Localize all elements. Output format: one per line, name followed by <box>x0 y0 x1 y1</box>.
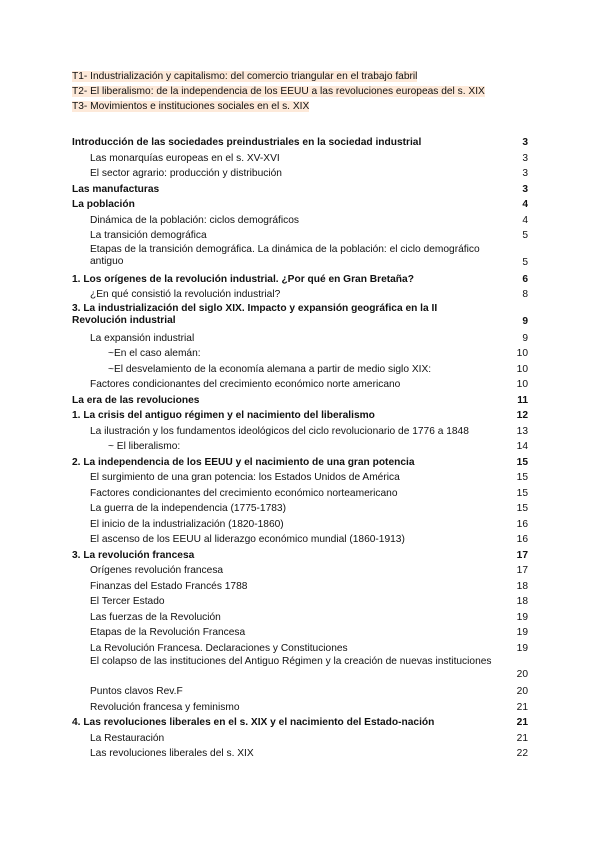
toc-entry[interactable] <box>72 408 528 424</box>
toc-entry-title: 4. Las revoluciones liberales en el s. XIX y el nacimiento del Estado-nación <box>72 717 435 728</box>
toc-entry-page: 20 <box>516 669 528 680</box>
toc-entry[interactable] <box>72 470 528 486</box>
table-of-contents <box>72 135 528 762</box>
toc-entry-title: Finanzas del Estado Francés 1788 <box>90 580 248 592</box>
toc-entry-title: Orígenes revolución francesa <box>90 565 224 576</box>
toc-entry-title: 1. Los orígenes de la revolución industrial. ¿Por qué en Gran Bretaña? <box>72 273 414 285</box>
toc-entry[interactable] <box>72 517 528 533</box>
toc-entry-title: La población <box>72 199 135 210</box>
toc-entry-page: 10 <box>516 379 528 390</box>
toc-entry[interactable] <box>72 715 528 731</box>
toc-entry-page: 17 <box>516 549 528 561</box>
toc-entry-page: 3 <box>522 137 528 148</box>
toc-entry[interactable] <box>72 377 528 393</box>
toc-entry-page: 3 <box>522 152 528 164</box>
toc-entry-title: Introducción de las sociedades preindustriales en la sociedad industrial <box>72 137 422 148</box>
toc-entry-title: La Restauración <box>90 732 165 744</box>
toc-entry[interactable] <box>72 213 528 229</box>
toc-entry[interactable] <box>72 166 528 182</box>
toc-entry[interactable] <box>72 610 528 626</box>
toc-entry-page: 22 <box>516 748 528 759</box>
toc-entry-page: 4 <box>522 199 528 210</box>
toc-entry-title: El inicio de la industrialización (1820-1860) <box>90 518 284 530</box>
toc-entry-page: 10 <box>516 363 528 375</box>
toc-entry-page: 21 <box>516 732 528 744</box>
toc-entry[interactable] <box>72 331 528 347</box>
toc-entry-title: Factores condicionantes del crecimiento económico norte americano <box>90 379 401 390</box>
toc-entry-page: 9 <box>522 315 528 327</box>
toc-entry-title: Factores condicionantes del crecimiento económico norteamericano <box>90 487 398 499</box>
toc-entry-page: 13 <box>516 425 528 437</box>
toc-entry-title: Etapas de la Revolución Francesa <box>90 627 246 638</box>
toc-entry-page: 21 <box>516 717 528 728</box>
toc-entry[interactable] <box>72 746 528 762</box>
toc-entry-page: 5 <box>522 256 528 268</box>
toc-entry[interactable] <box>72 303 528 331</box>
toc-entry[interactable] <box>72 182 528 198</box>
toc-entry-page: 15 <box>516 503 528 514</box>
toc-entry[interactable] <box>72 244 528 272</box>
toc-entry-page: 20 <box>516 686 528 697</box>
toc-entry-title: Revolución francesa y feminismo <box>90 701 240 713</box>
toc-entry-title: ~ El liberalismo: <box>108 441 181 452</box>
toc-entry-page: 14 <box>516 441 528 452</box>
topic-1: T1- Industrialización y capitalismo: del comercio triangular en el trabajo fabril <box>72 71 418 82</box>
toc-entry-title: 2. La independencia de los EEUU y el nacimiento de una gran potencia <box>72 456 415 468</box>
toc-entry-page: 18 <box>516 580 528 592</box>
toc-entry-title: ~En el caso alemán: <box>108 348 201 359</box>
toc-entry-title: Las monarquías europeas en el s. XV-XVI <box>90 152 280 164</box>
toc-entry-title: ~El desvelamiento de la economía alemana a partir de medio siglo XIX: <box>108 363 432 375</box>
toc-entry[interactable] <box>72 731 528 747</box>
toc-entry-page: 3 <box>522 183 528 195</box>
toc-entry[interactable] <box>72 424 528 440</box>
toc-entry-page: 3 <box>522 168 528 179</box>
toc-entry[interactable] <box>72 548 528 564</box>
toc-entry-page: 17 <box>516 565 528 576</box>
toc-entry-title: Etapas de la transición demográfica. La dinámica de la población: el ciclo demográfico antiguo <box>90 243 480 267</box>
toc-entry-title: La guerra de la independencia (1775-1783) <box>90 503 286 514</box>
toc-entry-title: Las manufacturas <box>72 183 160 195</box>
toc-entry-title: El colapso de las instituciones del Antiguo Régimen y la creación de nuevas instituciones <box>90 656 492 667</box>
toc-entry[interactable] <box>72 228 528 244</box>
toc-entry[interactable] <box>72 272 528 288</box>
toc-entry-title: La expansión industrial <box>90 332 195 344</box>
toc-entry[interactable] <box>72 579 528 595</box>
toc-entry-title: El surgimiento de una gran potencia: los Estados Unidos de América <box>90 472 400 483</box>
toc-entry-title: La era de las revoluciones <box>72 394 200 406</box>
toc-entry[interactable] <box>72 625 528 641</box>
toc-entry-page: 16 <box>516 518 528 530</box>
topic-list <box>72 69 532 114</box>
toc-entry-page: 16 <box>516 534 528 545</box>
toc-entry-page: 9 <box>522 332 528 344</box>
toc-entry-title: 3. La revolución francesa <box>72 549 195 561</box>
toc-entry-page: 18 <box>516 596 528 607</box>
topic-3: T3- Movimientos e instituciones sociales en el s. XIX <box>72 101 310 112</box>
toc-entry-page: 8 <box>522 289 528 300</box>
toc-entry-title: El sector agrario: producción y distribución <box>90 168 282 179</box>
toc-entry-title: ¿En qué consistió la revolución industrial? <box>90 289 281 300</box>
toc-entry-title: 1. La crisis del antiguo régimen y el nacimiento del liberalismo <box>72 410 375 421</box>
toc-entry-title: Las fuerzas de la Revolución <box>90 611 221 623</box>
toc-entry-page: 19 <box>516 627 528 638</box>
toc-entry[interactable] <box>72 501 528 517</box>
toc-entry-page: 12 <box>516 410 528 421</box>
toc-entry[interactable] <box>72 151 528 167</box>
topic-2: T2- El liberalismo: de la independencia de los EEUU a las revoluciones europeas del s. XIX <box>72 86 485 97</box>
toc-entry-page: 15 <box>516 487 528 499</box>
toc-entry-title: La transición demográfica <box>90 230 207 241</box>
toc-entry[interactable] <box>72 287 528 303</box>
toc-entry-page: 6 <box>522 273 528 285</box>
toc-entry-title: Las revoluciones liberales del s. XIX <box>90 748 254 759</box>
toc-entry-title: 3. La industrialización del siglo XIX. Impacto y expansión geográfica en la II Revolución industrial <box>72 302 438 326</box>
toc-entry-title: El Tercer Estado <box>90 596 165 607</box>
toc-entry-page: 19 <box>516 611 528 623</box>
toc-entry[interactable] <box>72 346 528 362</box>
toc-entry[interactable] <box>72 684 528 700</box>
toc-entry-page: 15 <box>516 472 528 483</box>
toc-entry-title: La Revolución Francesa. Declaraciones y Constituciones <box>90 642 348 654</box>
toc-entry-title: Dinámica de la población: ciclos demográficos <box>90 214 299 226</box>
toc-entry[interactable] <box>72 641 528 657</box>
toc-entry[interactable] <box>72 197 528 213</box>
toc-entry[interactable] <box>72 532 528 548</box>
toc-entry-title: Puntos clavos Rev.F <box>90 686 183 697</box>
toc-entry[interactable] <box>72 135 528 151</box>
toc-entry-page: 4 <box>522 214 528 226</box>
toc-entry[interactable] <box>72 563 528 579</box>
toc-entry[interactable] <box>72 439 528 455</box>
toc-entry[interactable] <box>72 656 528 684</box>
toc-entry-page: 10 <box>516 348 528 359</box>
toc-entry[interactable] <box>72 362 528 378</box>
toc-entry-title: La ilustración y los fundamentos ideológicos del ciclo revolucionario de 1776 a 1848 <box>90 425 469 437</box>
toc-entry[interactable] <box>72 486 528 502</box>
toc-entry[interactable] <box>72 455 528 471</box>
toc-entry-page: 21 <box>516 701 528 713</box>
toc-entry-page: 11 <box>517 394 528 406</box>
toc-entry-page: 15 <box>516 456 528 468</box>
toc-entry-title: El ascenso de los EEUU al liderazgo económico mundial (1860-1913) <box>90 534 405 545</box>
toc-entry[interactable] <box>72 700 528 716</box>
toc-entry-page: 19 <box>516 642 528 654</box>
toc-entry-page: 5 <box>522 230 528 241</box>
toc-entry[interactable] <box>72 393 528 409</box>
toc-entry[interactable] <box>72 594 528 610</box>
